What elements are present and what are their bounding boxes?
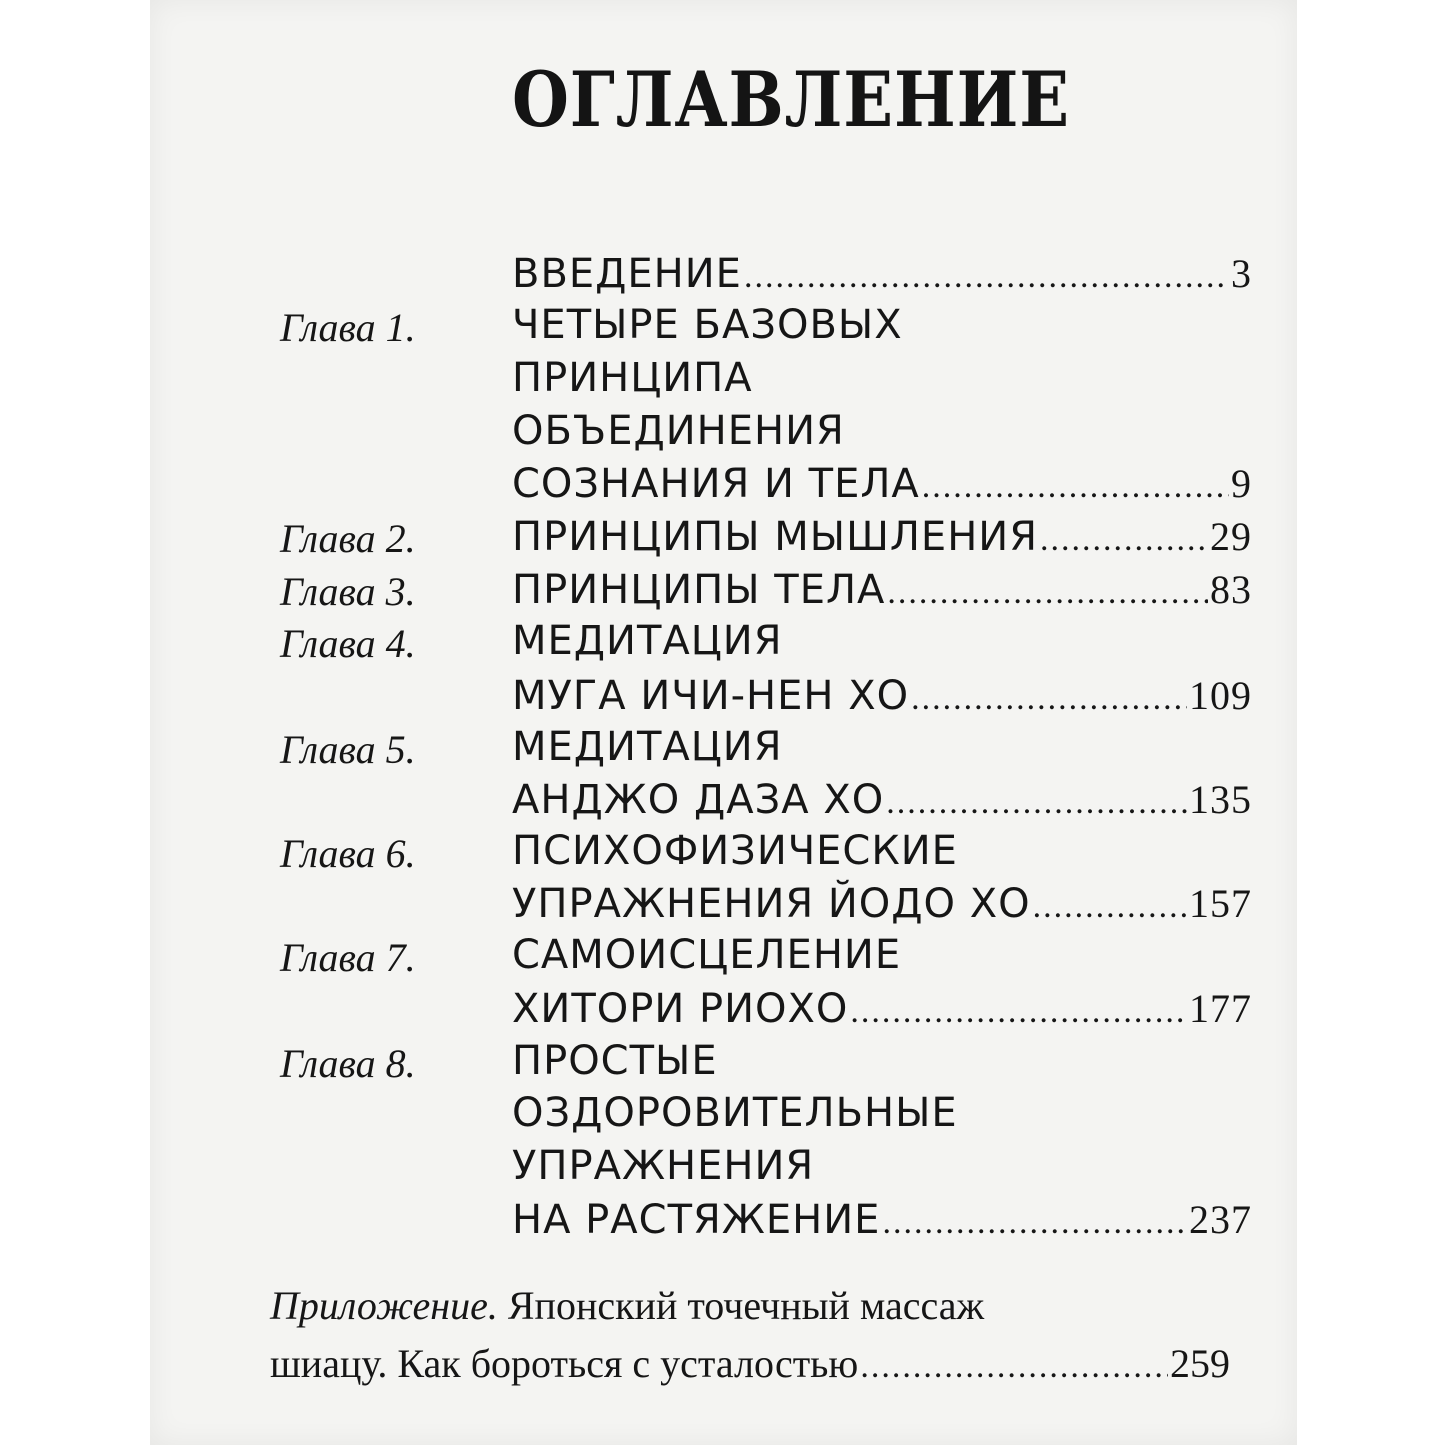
- chapter-title-text: ПРИНЦИПЫ МЫШЛЕНИЯ: [512, 514, 1038, 560]
- toc-leader-dots: [887, 574, 1208, 612]
- chapter-title-text: ОБЪЕДИНЕНИЯ: [512, 408, 845, 454]
- chapter-title-text: УПРАЖНЕНИЯ ЙОДО ХО: [512, 881, 1031, 927]
- appendix-label: Приложение.: [270, 1283, 498, 1328]
- toc-leader-dots: [850, 993, 1187, 1031]
- toc-leader-dots: [886, 784, 1187, 822]
- chapter-title-text: ПСИХОФИЗИЧЕСКИЕ: [512, 828, 958, 874]
- chapter-title-text: ПРОСТЫЕ: [512, 1038, 718, 1084]
- page-number: 29: [1210, 514, 1252, 559]
- toc-leader-dots: [882, 1204, 1187, 1242]
- toc-line: [512, 932, 1252, 986]
- toc-line: [512, 1038, 1252, 1092]
- toc-line: [512, 618, 1252, 672]
- chapter-label: Глава 8.: [280, 1041, 416, 1086]
- toc-line: [512, 566, 1252, 620]
- toc-line: [512, 460, 1252, 514]
- chapter-label: Глава 1.: [280, 305, 416, 350]
- chapter-label: Глава 4.: [280, 621, 416, 666]
- toc-leader-dots: [922, 468, 1229, 506]
- chapter-title-text: ХИТОРИ РИОХО: [512, 986, 849, 1032]
- chapter-label: Глава 3.: [280, 569, 416, 614]
- toc-line: [512, 1196, 1252, 1250]
- toc-line: [512, 250, 1252, 304]
- chapter-title-text: ВВЕДЕНИЕ: [512, 251, 742, 297]
- chapter-title-text: ОЗДОРОВИТЕЛЬНЫЕ: [512, 1090, 958, 1136]
- toc-leader-dots: [860, 1348, 1168, 1386]
- appendix-title-part-1: Японский точечный массаж: [507, 1283, 985, 1328]
- toc-line: [512, 408, 1252, 462]
- page-number: 157: [1189, 881, 1252, 926]
- appendix-line-1: [270, 1282, 1230, 1338]
- toc-line: [512, 302, 1252, 356]
- page-number: 83: [1210, 567, 1252, 612]
- chapter-title-text: МЕДИТАЦИЯ: [512, 618, 783, 664]
- toc-line: [512, 1143, 1252, 1197]
- toc-line: [512, 985, 1252, 1039]
- toc-line: [512, 1090, 1252, 1144]
- toc-leader-dots: [911, 680, 1187, 718]
- chapter-title-text: ЧЕТЫРЕ БАЗОВЫХ: [512, 302, 903, 348]
- chapter-label: Глава 2.: [280, 516, 416, 561]
- chapter-label: Глава 6.: [280, 831, 416, 876]
- page-number: 135: [1189, 777, 1252, 822]
- toc-leader-dots: [1040, 521, 1208, 559]
- page-number: 3: [1231, 251, 1252, 296]
- toc-line: [512, 355, 1252, 409]
- appendix-title-part-2: шиацу. Как бороться с усталостью: [270, 1341, 859, 1386]
- toc-line: [512, 724, 1252, 778]
- chapter-title-text: САМОИСЦЕЛЕНИЕ: [512, 932, 902, 978]
- chapter-title-text: МУГА ИЧИ-НЕН ХО: [512, 673, 910, 719]
- chapter-label: Глава 7.: [280, 935, 416, 980]
- chapter-title-text: ПРИНЦИПЫ ТЕЛА: [512, 567, 886, 613]
- chapter-title-text: УПРАЖНЕНИЯ: [512, 1143, 815, 1189]
- toc-leader-dots: [1033, 888, 1187, 926]
- appendix-line-2: [270, 1340, 1230, 1396]
- toc-line: [512, 776, 1252, 830]
- toc-line: [512, 513, 1252, 567]
- page-title: ОГЛАВЛЕНИЕ: [512, 55, 1070, 144]
- chapter-title-text: ПРИНЦИПА: [512, 355, 753, 401]
- page-number: 9: [1231, 461, 1252, 506]
- chapter-label: Глава 5.: [280, 727, 416, 772]
- toc-line: [512, 880, 1252, 934]
- chapter-title-text: НА РАСТЯЖЕНИЕ: [512, 1197, 881, 1243]
- toc-line: [512, 828, 1252, 882]
- toc-line: [512, 672, 1252, 726]
- appendix-page-number: 259: [1170, 1341, 1230, 1386]
- chapter-title-text: МЕДИТАЦИЯ: [512, 724, 783, 770]
- page-number: 109: [1189, 673, 1252, 718]
- toc-leader-dots: [744, 258, 1229, 296]
- chapter-title-text: АНДЖО ДАЗА ХО: [512, 777, 885, 823]
- page-number: 237: [1189, 1197, 1252, 1242]
- chapter-title-text: СОЗНАНИЯ И ТЕЛА: [512, 461, 920, 507]
- page-number: 177: [1189, 986, 1252, 1031]
